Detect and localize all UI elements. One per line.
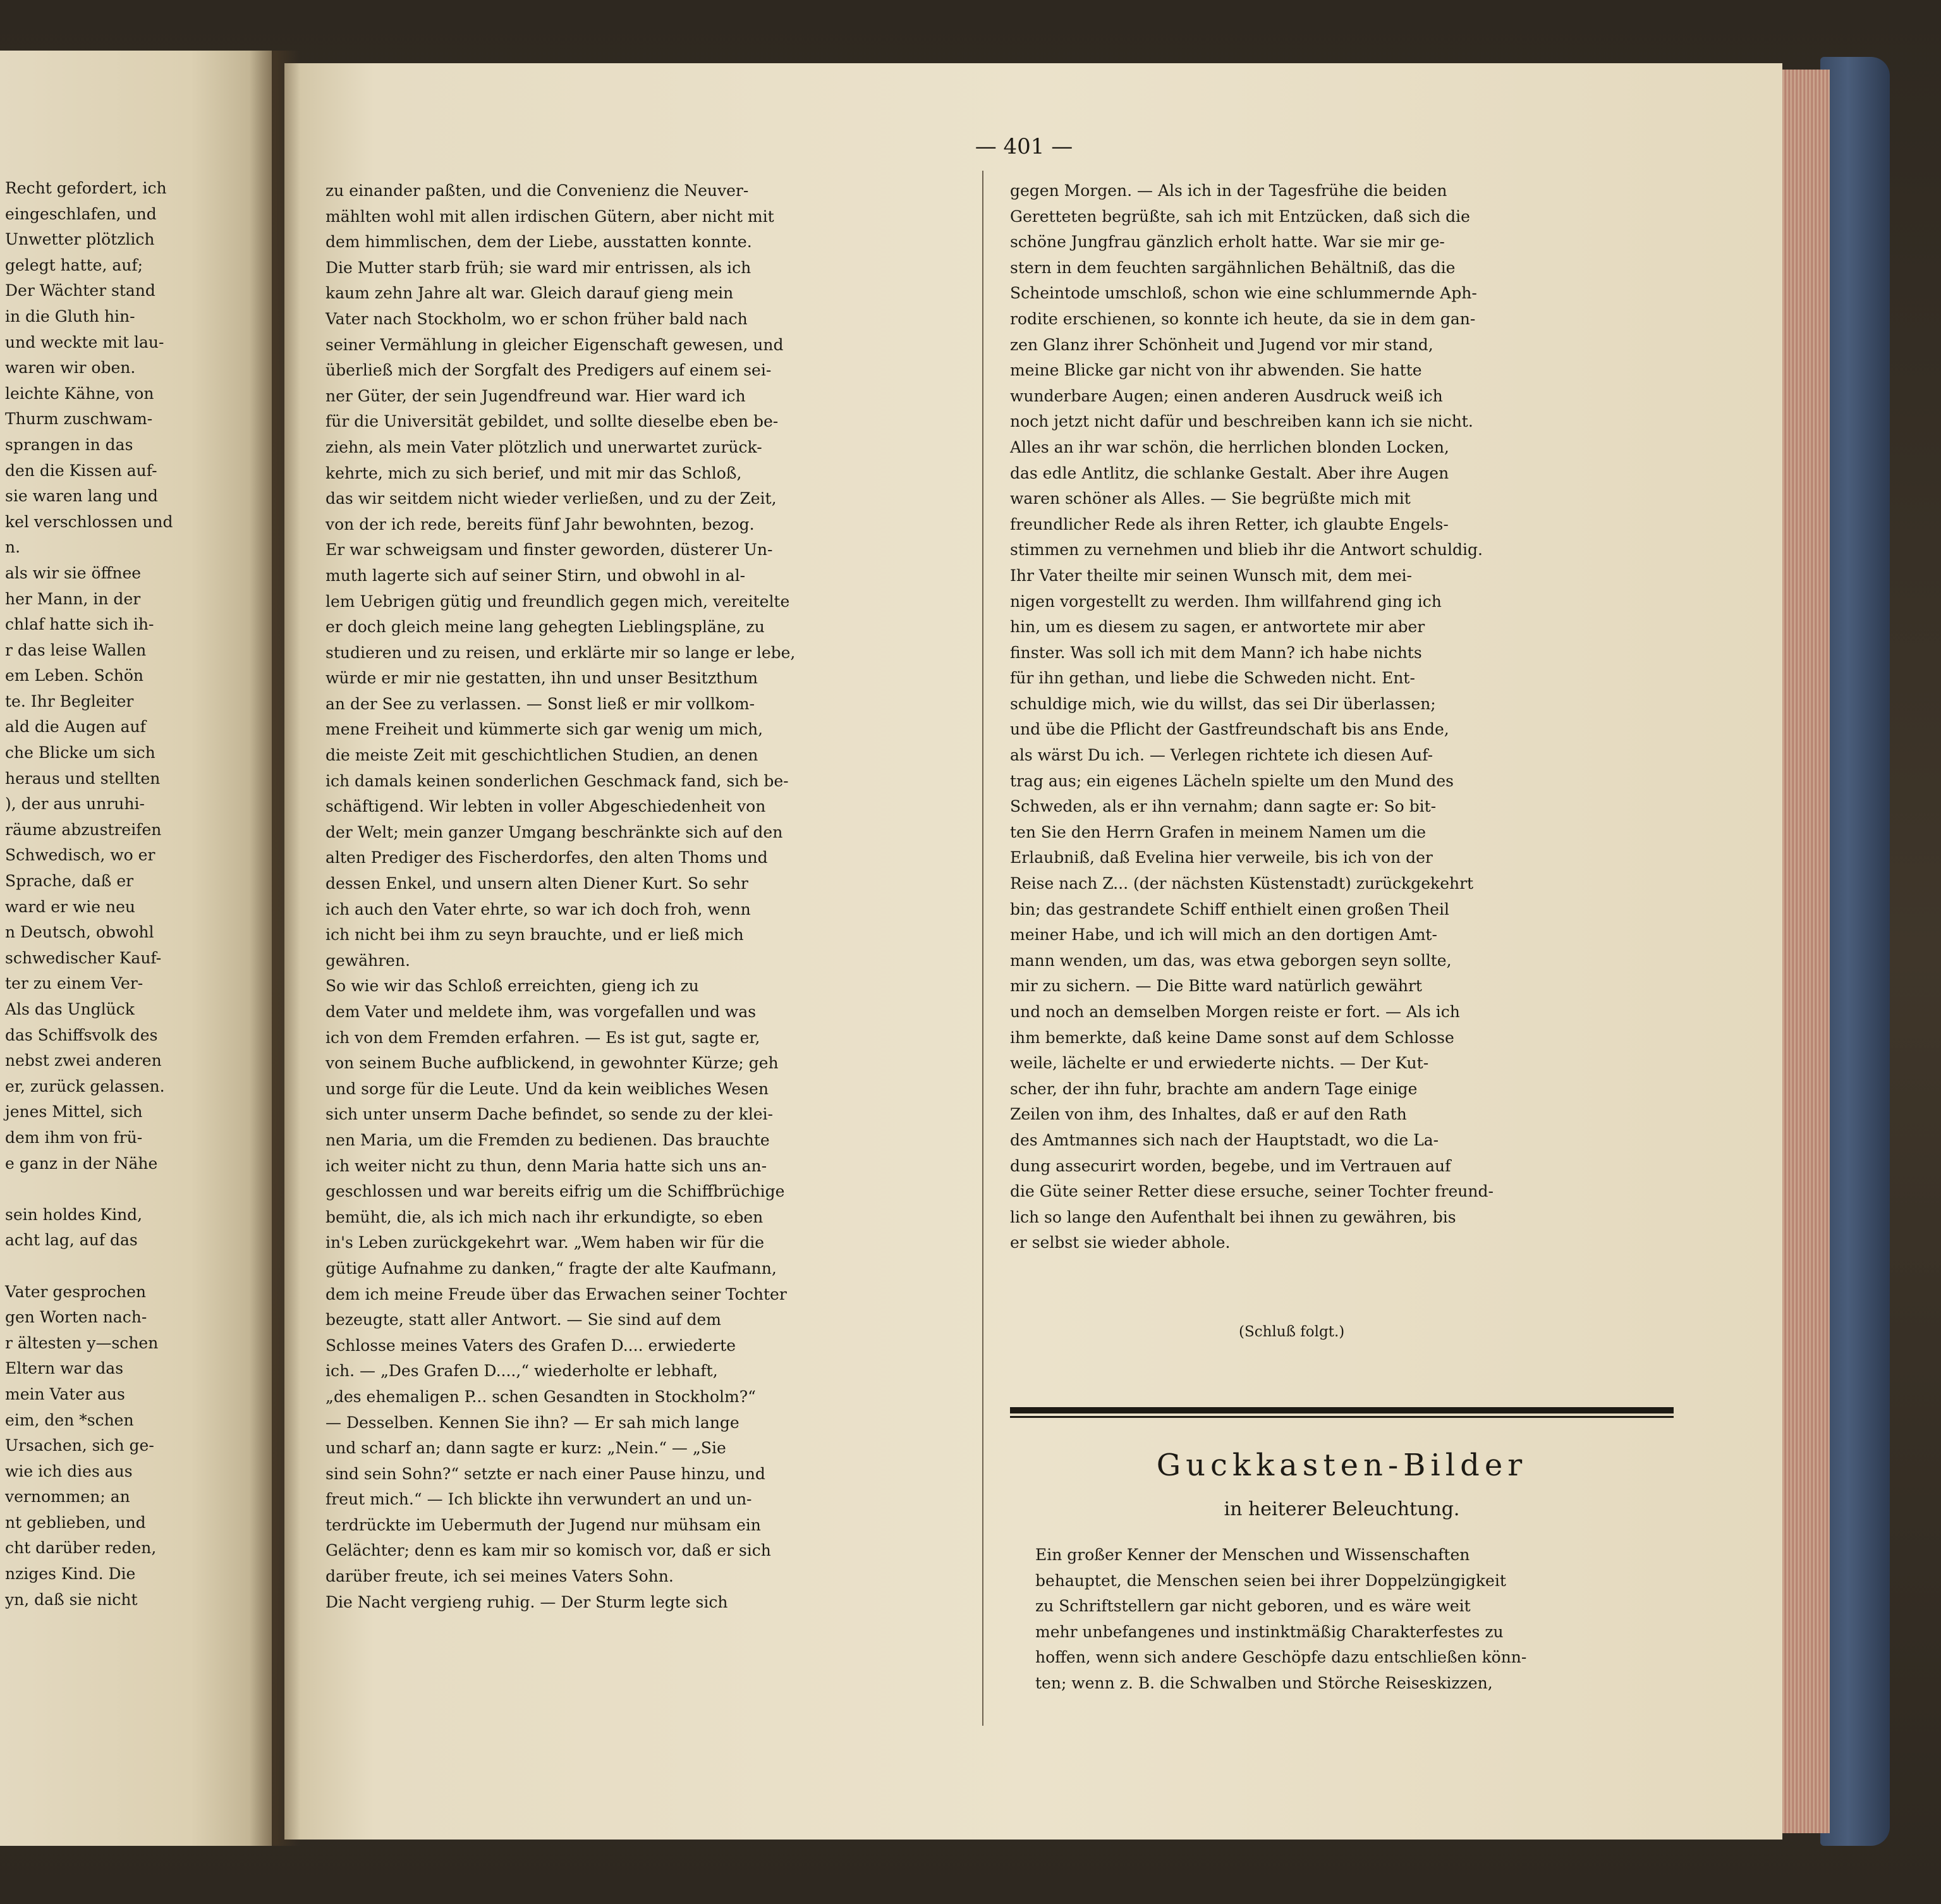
text-line (5, 1176, 226, 1202)
text-line: wunderbare Augen; einen anderen Ausdruck weiß ich (1010, 386, 1443, 405)
text-line: meiner Habe, und ich will mich an den dortigen Amt- (1010, 925, 1437, 944)
text-line (5, 1254, 226, 1279)
text-line: yn, daß sie nicht (5, 1590, 138, 1609)
text-line: lich so lange den Aufenthalt bei ihnen zu gewähren, bis (1010, 1207, 1456, 1226)
text-line: heraus und stellten (5, 769, 161, 788)
text-line: dem ihm von frü- (5, 1128, 143, 1147)
text-line: gegen Morgen. — Als ich in der Tagesfrühe die beiden (1010, 181, 1447, 200)
text-line: e ganz in der Nähe (5, 1154, 158, 1173)
text-line: und übe die Pflicht der Gastfreundschaft bis ans Ende, (1010, 720, 1449, 739)
text-line: leichte Kähne, von (5, 384, 154, 403)
text-line: hoffen, wenn sich andere Geschöpfe dazu entschließen könn- (1035, 1648, 1527, 1667)
text-line: der Welt; mein ganzer Umgang beschränkte sich auf den (326, 822, 783, 841)
text-line: als wir sie öffnee (5, 563, 142, 582)
text-line: weile, lächelte er und erwiederte nichts. — Der Kut- (1010, 1054, 1429, 1073)
book-gutter (250, 51, 300, 1846)
text-line: kaum zehn Jahre alt war. Gleich darauf gieng mein (326, 284, 734, 303)
text-line: und scharf an; dann sagte er kurz: „Nein.“ — „Sie (326, 1439, 726, 1458)
text-line: den die Kissen auf- (5, 461, 157, 480)
text-line: nebst zwei anderen (5, 1051, 162, 1070)
text-line: sein holdes Kind, (5, 1205, 143, 1224)
text-line: em Leben. Schön (5, 666, 144, 685)
text-line: schäftigend. Wir lebten in voller Abgeschiedenheit von (326, 797, 766, 816)
text-line: acht lag, auf das (5, 1231, 138, 1250)
text-line: ich. — „Des Grafen D....,“ wiederholte er lebhaft, (326, 1362, 718, 1381)
text-line: mir zu sichern. — Die Bitte ward natürlich gewährt (1010, 977, 1422, 996)
text-line: chlaf hatte sich ih- (5, 615, 154, 634)
text-line: überließ mich der Sorgfalt des Predigers auf einem sei- (326, 361, 772, 380)
text-line: das Schiffsvolk des (5, 1025, 158, 1044)
text-line: eingeschlafen, und (5, 204, 157, 223)
text-line: Eltern war das (5, 1359, 124, 1378)
text-line: freut mich.“ — Ich blickte ihn verwundert an und un- (326, 1490, 752, 1509)
text-line: Alles an ihr war schön, die herrlichen blonden Locken, (1010, 437, 1449, 456)
text-line: nt geblieben, und (5, 1513, 146, 1532)
text-line: muth lagerte sich auf seiner Stirn, und obwohl in al- (326, 566, 746, 585)
text-line: nen Maria, um die Fremden zu bedienen. Das brauchte (326, 1130, 770, 1149)
text-line: und weckte mit lau- (5, 333, 164, 351)
text-line: n. (5, 538, 21, 557)
text-line: mehr unbefangenes und instinktmäßig Charakterfestes zu (1035, 1622, 1504, 1641)
text-line: ziehn, als mein Vater plötzlich und unerwartet zurück- (326, 437, 762, 456)
text-line: schuldige mich, wie du willst, das sei Dir überlassen; (1010, 694, 1436, 713)
column-divider (982, 171, 983, 1726)
text-line: trag aus; ein eigenes Lächeln spielte um den Mund des (1010, 771, 1454, 790)
text-line: seiner Vermählung in gleicher Eigenschaft gewesen, und (326, 335, 784, 354)
text-line: — Desselben. Kennen Sie ihn? — Er sah mich lange (326, 1413, 739, 1432)
text-line: Recht gefordert, ich (5, 179, 167, 197)
text-line: n Deutsch, obwohl (5, 923, 154, 942)
right-page-column-b (1010, 178, 1664, 1256)
text-line: Als das Unglück (5, 1000, 135, 1018)
text-line: ich nicht bei ihm zu seyn brauchte, und er ließ mich (326, 925, 744, 944)
text-line: ward er wie neu (5, 897, 136, 916)
text-line: in die Gluth hin- (5, 307, 135, 326)
text-line: Erlaubniß, daß Evelina hier verweile, bis ich von der (1010, 848, 1433, 867)
text-line: vernommen; an (5, 1487, 130, 1506)
text-line: Schwedisch, wo er (5, 846, 155, 865)
text-line: Ursachen, sich ge- (5, 1436, 154, 1455)
section-subtitle: in heiterer Beleuchtung. (1224, 1498, 1460, 1520)
text-line: die Güte seiner Retter diese ersuche, seiner Tochter freund- (1010, 1182, 1494, 1201)
text-line: stimmen zu vernehmen und blieb ihr die Antwort schuldig. (1010, 540, 1483, 559)
text-line: cht darüber reden, (5, 1539, 157, 1558)
text-line: nziges Kind. Die (5, 1565, 136, 1584)
section-rule-thick (1010, 1407, 1674, 1413)
section-title: Guckkasten-Bilder (1156, 1448, 1528, 1483)
page-edges (1776, 70, 1830, 1833)
text-line: sprangen in das (5, 435, 133, 454)
text-line: dessen Enkel, und unsern alten Diener Kurt. So sehr (326, 874, 748, 893)
page-number: — 401 — (975, 134, 1073, 159)
text-line: zen Glanz ihrer Schönheit und Jugend vor mir stand, (1010, 335, 1433, 354)
text-line: zu einander paßten, und die Convenienz die Neuver- (326, 181, 749, 200)
text-line: räume abzustreifen (5, 820, 162, 839)
text-line: dung assecurirt worden, begebe, und im Vertrauen auf (1010, 1156, 1451, 1175)
text-line: und noch an demselben Morgen reiste er fort. — Als ich (1010, 1003, 1460, 1021)
text-line: kehrte, mich zu sich berief, und mit mir das Schloß, (326, 463, 742, 482)
text-line: alten Prediger des Fischerdorfes, den alten Thoms und (326, 848, 768, 867)
text-line: freundlicher Rede als ihren Retter, ich glaubte Engels- (1010, 515, 1449, 534)
text-line: Vater nach Stockholm, wo er schon früher bald nach (326, 309, 748, 328)
text-line: Der Wächter stand (5, 281, 155, 300)
text-line: Gelächter; denn es kam mir so komisch vor, daß er sich (326, 1541, 771, 1560)
text-line: ihm bemerkte, daß keine Dame sonst auf dem Schlosse (1010, 1028, 1454, 1047)
text-line: bezeugte, statt aller Antwort. — Sie sind auf dem (326, 1310, 721, 1329)
text-line: Unwetter plötzlich (5, 230, 155, 249)
text-line: Schlosse meines Vaters des Grafen D.... erwiederte (326, 1336, 736, 1355)
text-line: ten; wenn z. B. die Schwalben und Störche Reiseskizzen, (1035, 1673, 1493, 1692)
text-line: So wie wir das Schloß erreichten, gieng ich zu (326, 977, 699, 996)
text-line: gelegt hatte, auf; (5, 255, 143, 274)
text-line: te. Ihr Begleiter (5, 692, 134, 711)
text-line: gen Worten nach- (5, 1308, 147, 1327)
text-line: Die Nacht vergieng ruhig. — Der Sturm legte sich (326, 1592, 728, 1611)
text-line: wie ich dies aus (5, 1462, 133, 1480)
text-line: Geretteten begrüßte, sah ich mit Entzücken, daß sich die (1010, 207, 1470, 226)
text-line: terdrückte im Uebermuth der Jugend nur mühsam ein (326, 1515, 761, 1534)
text-line: die meiste Zeit mit geschichtlichen Studien, an denen (326, 746, 758, 765)
text-line: dem himmlischen, dem der Liebe, ausstatten konnte. (326, 233, 752, 252)
text-line: darüber freute, ich sei meines Vaters Sohn. (326, 1567, 674, 1586)
text-line: hin, um es diesem zu sagen, er antwortete mir aber (1010, 618, 1425, 637)
text-line: ich auch den Vater ehrte, so war ich doch froh, wenn (326, 900, 751, 918)
text-line: her Mann, in der (5, 589, 141, 608)
text-line: lem Uebrigen gütig und freundlich gegen mich, vereitelte (326, 592, 790, 611)
text-line: Schweden, als er ihn vernahm; dann sagte er: So bit- (1010, 797, 1437, 816)
text-line: Er war schweigsam und finster geworden, düsterer Un- (326, 540, 773, 559)
text-line: von der ich rede, bereits fünf Jahr bewohnten, bezog. (326, 515, 755, 534)
text-line: schöne Jungfrau gänzlich erholt hatte. War sie mir ge- (1010, 233, 1445, 252)
text-line: Scheintode umschloß, schon wie eine schlummernde Aph- (1010, 284, 1477, 303)
text-line: r das leise Wallen (5, 640, 147, 659)
text-line: finster. Was soll ich mit dem Mann? ich habe nichts (1010, 643, 1422, 662)
text-line: mählten wohl mit allen irdischen Gütern, aber nicht mit (326, 207, 774, 226)
right-page-column-c (1035, 1542, 1670, 1697)
text-line: von seinem Buche aufblickend, in gewohnter Kürze; geh (326, 1054, 779, 1073)
text-line: für die Universität gebildet, und sollte dieselbe eben be- (326, 412, 779, 431)
text-line: ich von dem Fremden erfahren. — Es ist gut, sagte er, (326, 1028, 760, 1047)
text-line: Ihr Vater theilte mir seinen Wunsch mit, dem mei- (1010, 566, 1412, 585)
text-line: noch jetzt nicht dafür und beschreiben kann ich sie nicht. (1010, 412, 1473, 431)
text-line: scher, der ihn fuhr, brachte am andern Tage einige (1010, 1079, 1418, 1098)
text-line: als wärst Du ich. — Verlegen richtete ich diesen Auf- (1010, 746, 1433, 765)
text-line: das edle Antlitz, die schlanke Gestalt. Aber ihre Augen (1010, 463, 1449, 482)
text-line: r ältesten y—schen (5, 1333, 159, 1352)
left-page-text-column (5, 176, 226, 1613)
text-line: bin; das gestrandete Schiff enthielt einen großen Theil (1010, 900, 1449, 918)
text-line: stern in dem feuchten sargähnlichen Behältniß, das die (1010, 258, 1456, 277)
text-line: meine Blicke gar nicht von ihr abwenden. Sie hatte (1010, 361, 1422, 380)
text-line: Vater gesprochen (5, 1282, 147, 1301)
text-line: sind sein Sohn?“ setzte er nach einer Pause hinzu, und (326, 1464, 765, 1483)
text-line: Die Mutter starb früh; sie ward mir entrissen, als ich (326, 258, 751, 277)
text-line: studieren und zu reisen, und erklärte mir so lange er lebe, (326, 643, 796, 662)
text-line: ich weiter nicht zu thun, denn Maria hatte sich uns an- (326, 1156, 767, 1175)
text-line: Ein großer Kenner der Menschen und Wissenschaften (1035, 1546, 1470, 1564)
text-line: che Blicke um sich (5, 743, 155, 762)
text-line: Zeilen von ihm, des Inhaltes, daß er auf den Rath (1010, 1105, 1407, 1124)
text-line: des Amtmannes sich nach der Hauptstadt, wo die La- (1010, 1130, 1439, 1149)
text-line: ter zu einem Ver- (5, 974, 143, 993)
text-line: mene Freiheit und kümmerte sich gar wenig um mich, (326, 720, 764, 739)
text-line: nigen vorgestellt zu werden. Ihm willfahrend ging ich (1010, 592, 1442, 611)
right-page-column-a (326, 178, 970, 1615)
text-line: das wir seitdem nicht wieder verließen, und zu der Zeit, (326, 489, 777, 508)
text-line: gütige Aufnahme zu danken,“ fragte der alte Kaufmann, (326, 1259, 777, 1278)
continuation-note: (Schluß folgt.) (1239, 1324, 1345, 1340)
text-line: er, zurück gelassen. (5, 1077, 165, 1095)
text-line: ich damals keinen sonderlichen Geschmack fand, sich be- (326, 771, 789, 790)
text-line: ten Sie den Herrn Grafen in meinem Namen um die (1010, 822, 1427, 841)
text-line: rodite erschienen, so konnte ich heute, da sie in dem gan- (1010, 309, 1476, 328)
text-line: gewähren. (326, 951, 410, 970)
text-line: geschlossen und war bereits eifrig um die Schiffbrüchige (326, 1182, 785, 1201)
text-line: und sorge für die Leute. Und da kein weibliches Wesen (326, 1079, 769, 1098)
text-line: mein Vater aus (5, 1384, 125, 1403)
text-line: kel verschlossen und (5, 512, 173, 531)
text-line: dem ich meine Freude über das Erwachen seiner Tochter (326, 1285, 787, 1303)
text-line: schwedischer Kauf- (5, 948, 162, 967)
text-line: waren wir oben. (5, 358, 136, 377)
text-line: jenes Mittel, sich (5, 1102, 143, 1121)
text-line: ner Güter, der sein Jugendfreund war. Hier ward ich (326, 386, 746, 405)
text-line: an der See zu verlassen. — Sonst ließ er mir vollkom- (326, 694, 755, 713)
text-line: er selbst sie wieder abhole. (1010, 1233, 1231, 1252)
text-line: in's Leben zurückgekehrt war. „Wem haben wir für die (326, 1233, 765, 1252)
text-line: Reise nach Z... (der nächsten Küstenstadt) zurückgekehrt (1010, 874, 1474, 893)
text-line: zu Schriftstellern gar nicht geboren, und es wäre weit (1035, 1597, 1471, 1616)
text-line: behauptet, die Menschen seien bei ihrer Doppelzüngigkeit (1035, 1571, 1506, 1590)
text-line: dem Vater und meldete ihm, was vorgefallen und was (326, 1003, 757, 1021)
text-line: mann wenden, um das, was etwa geborgen seyn sollte, (1010, 951, 1452, 970)
text-line: Thurm zuschwam- (5, 410, 153, 429)
text-line: für ihn gethan, und liebe die Schweden nicht. Ent- (1010, 669, 1415, 688)
section-rule-thin (1010, 1416, 1674, 1418)
text-line: bemüht, die, als ich mich nach ihr erkundigte, so eben (326, 1207, 764, 1226)
text-line: ), der aus unruhi- (5, 795, 145, 814)
text-line: ald die Augen auf (5, 717, 146, 736)
book-cover (1820, 57, 1890, 1846)
text-line: eim, den *schen (5, 1410, 134, 1429)
text-line: sich unter unserm Dache befindet, so sende zu der klei- (326, 1105, 773, 1124)
text-line: waren schöner als Alles. — Sie begrüßte mich mit (1010, 489, 1411, 508)
text-line: sie waren lang und (5, 487, 158, 506)
text-line: würde er mir nie gestatten, ihn und unser Besitzthum (326, 669, 758, 688)
text-line: „des ehemaligen P... schen Gesandten in Stockholm?“ (326, 1387, 756, 1406)
text-line: Sprache, daß er (5, 872, 134, 891)
text-line: er doch gleich meine lang gehegten Lieblingspläne, zu (326, 618, 765, 637)
